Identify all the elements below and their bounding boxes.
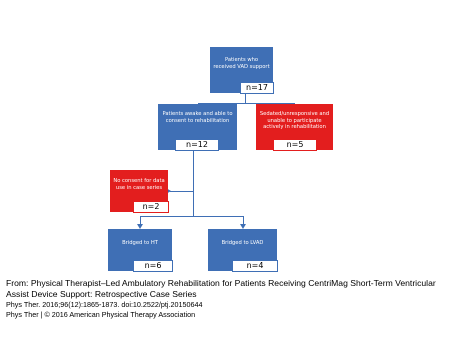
node-bridged-lvad-count: n=4 [232,260,278,272]
caption-source: From: Physical Therapist–Led Ambulatory Rehabilitation for Patients Receiving CentriMag Short-Term Ventricular Assist Device Support: Retrospective Case Series [6,278,436,299]
connector-bottom-horizontal [140,216,244,217]
node-awake-consent-label: Patients awake and able to consent to rehabilitation [162,111,233,124]
node-bridged-ht-count: n=6 [133,260,173,272]
node-no-consent [110,170,168,212]
node-no-consent-count: n=2 [133,201,169,213]
node-no-consent-label: No consent for data use in case series [113,178,165,191]
node-sedated-label: Sedated/unresponsive and unable to participate actively in rehabilitation [259,111,330,131]
node-sedated-count: n=5 [273,139,317,151]
node-bridged-lvad-label: Bridged to LVAD [221,240,264,246]
connector-awake-down [193,150,194,216]
node-sedated [256,104,333,150]
node-vad-support [210,47,273,93]
node-awake-consent [158,104,237,150]
node-awake-consent-count: n=12 [175,139,219,151]
node-vad-support-label: Patients who received VAD support [213,57,270,70]
caption-copyright: Phys Ther | © 2016 American Physical Therapy Association [6,310,196,319]
figure-caption [6,278,446,320]
node-vad-support-count: n=17 [240,82,274,94]
connector-to-noconsent [170,191,194,192]
connector-to-ht [140,216,141,224]
node-bridged-ht [108,229,172,271]
caption-citation: Phys Ther. 2016;96(12):1865-1873. doi:10.2522/ptj.20150644 [6,300,203,309]
node-bridged-lvad [208,229,277,271]
node-bridged-ht-label: Bridged to HT [122,240,158,246]
connector-to-lvad [243,216,244,224]
